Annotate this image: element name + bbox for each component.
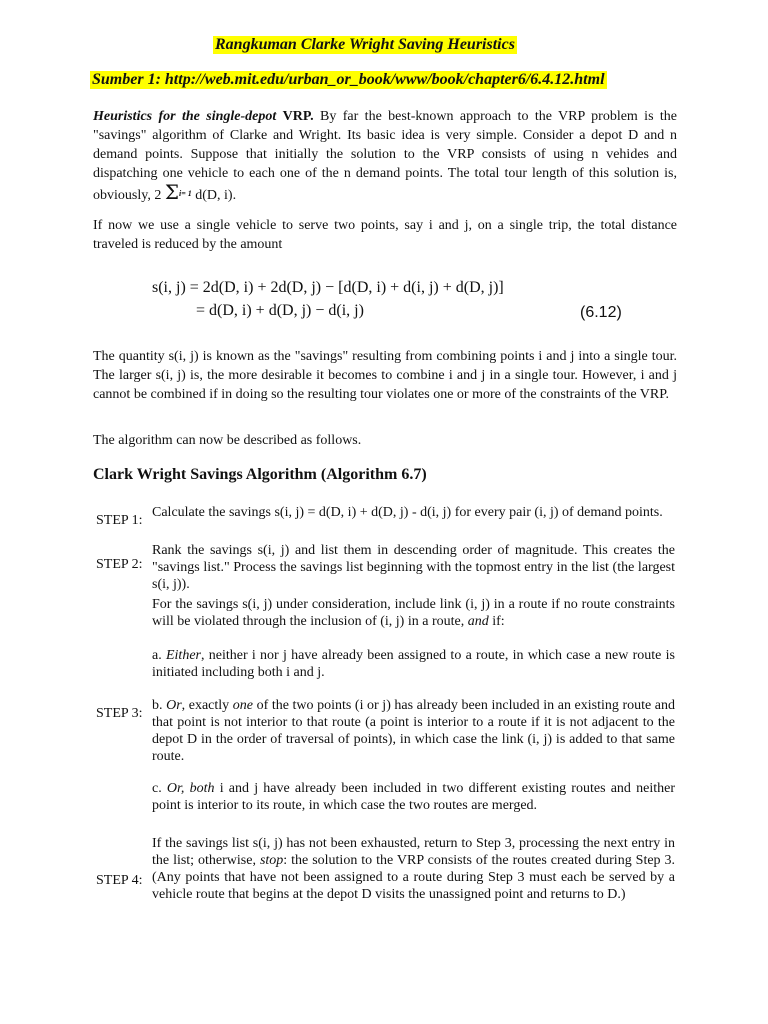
intro-lead-bold: VRP.: [282, 109, 314, 124]
option-b-one: one: [232, 698, 253, 713]
summation-limits: i= 1: [178, 189, 192, 198]
option-c-italic: Or, both: [166, 781, 215, 796]
summation-symbol: Σ: [164, 180, 179, 204]
option-a-prefix: a.: [152, 648, 162, 663]
equation-number: (6.12): [580, 304, 622, 321]
step-3-intro-if: if:: [492, 614, 505, 629]
step-3-intro: [152, 596, 675, 630]
option-c-prefix: c.: [152, 781, 162, 796]
step-1-label: STEP 1:: [96, 513, 143, 528]
paragraph-four: The algorithm can now be described as follows.: [93, 433, 362, 448]
equation-line-2: = d(D, i) + d(D, j) − d(i, j): [196, 302, 364, 319]
step-4-stop: stop: [259, 853, 284, 868]
step-4-text-a: If the savings list s(i, j) has not been exhausted, return to Step 3, processing the next entry in the list; otherwise,: [152, 836, 675, 868]
step-3-option-c: [152, 780, 675, 814]
source-link[interactable]: Sumber 1: http://web.mit.edu/urban_or_book/www/book/chapter6/6.4.12.html: [92, 71, 605, 88]
intro-paragraph: [93, 107, 677, 206]
algorithm-title: Clark Wright Savings Algorithm (Algorithm 6.7): [93, 466, 427, 483]
intro-text: By far the best-known approach to the VRP problem is the "savings" algorithm of Clarke and Wright. Its basic idea is very simple. Consider a depot D and n demand points. Suppose that initially the solution to the VRP consists of using n vehides and dispatching one vehicle to each one of the n demand points. The total tour length of this solution is, obviously, 2: [93, 109, 678, 203]
intro-tail: d(D, i).: [195, 188, 237, 203]
step-2-label: STEP 2:: [96, 557, 143, 572]
intro-lead-italic: Heuristics for the single-depot: [93, 109, 277, 124]
step-4-label: STEP 4:: [96, 873, 143, 888]
step-3-option-b: [152, 697, 675, 765]
paragraph-two: If now we use a single vehicle to serve two points, say i and j, on a single trip, the total distance traveled is reduced by the amount: [93, 218, 677, 252]
option-c-text: i and j have already been included in two different existing routes and neither point is interior to its route, in which case the two routes are merged.: [152, 781, 675, 813]
option-b-italic: Or: [166, 698, 182, 713]
step-2-text: Rank the savings s(i, j) and list them in descending order of magnitude. This creates the "savings list." Process the savings list beginning with the topmost entry in the list (the largest s(i, j)).: [152, 543, 675, 592]
step-3-intro-and: and: [467, 614, 489, 629]
option-b-prefix: b.: [152, 698, 163, 713]
equation-line-1: s(i, j) = 2d(D, i) + 2d(D, j) − [d(D, i) + d(i, j) + d(D, j)]: [152, 279, 504, 296]
step-1-text: Calculate the savings s(i, j) = d(D, i) + d(D, j) - d(i, j) for every pair (i, j) of demand points.: [152, 505, 663, 520]
paragraph-three: The quantity s(i, j) is known as the "savings" resulting from combining points i and j into a single tour. The larger s(i, j) is, the more desirable it becomes to combine i and j in a single tour. However, i and j cannot be combined if in doing so the resulting tour violates one or more of the constraints of the VRP.: [93, 349, 677, 402]
option-a-text: , neither i nor j have already been assigned to a route, in which case a new route is initiated including both i and j.: [152, 648, 675, 680]
option-b-mid: , exactly: [181, 698, 230, 713]
option-a-italic: Either: [165, 648, 201, 663]
step-4-text-b: : the solution to the VRP consists of the routes created during Step 3. (Any points that have not been assigned to a route during Step 3 must each be served by a vehicle route that begins at the depot D visits the unassigned point and returns to D.): [152, 853, 676, 902]
step-3-intro-text: For the savings s(i, j) under consideration, include link (i, j) in a route if no route constraints will be violated through the inclusion of (i, j) in a route,: [152, 597, 675, 629]
step-3-label: STEP 3:: [96, 706, 143, 721]
option-b-text: of the two points (i or j) has already been included in an existing route and that point is not interior to that route (a point is interior to a route if it is not adjacent to the depot D in the order of traversal of points), in which case the link (i, j) is added to that same route.: [152, 698, 676, 764]
step-4-text: [152, 835, 675, 903]
step-3-option-a: [152, 647, 675, 681]
document-title: Rangkuman Clarke Wright Saving Heuristics: [215, 36, 515, 53]
